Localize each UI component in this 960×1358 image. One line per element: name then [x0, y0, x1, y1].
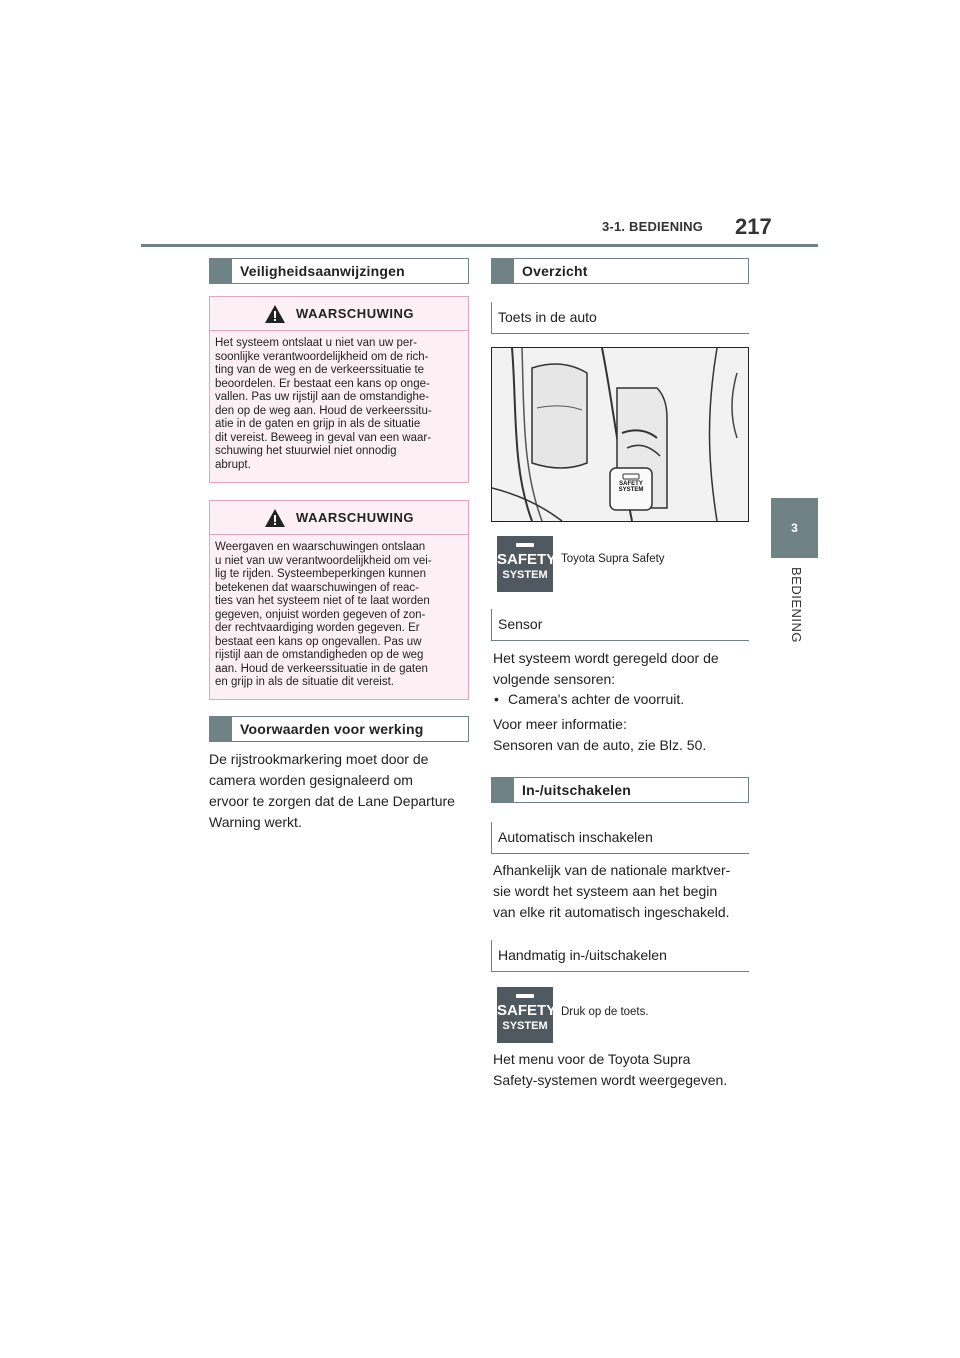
- menu-paragraph: Het menu voor de Toyota Supra Safety-systemen wordt weergegeven.: [493, 1051, 728, 1088]
- warning-title: WAARSCHUWING: [296, 510, 414, 525]
- safety-system-button-icon: [497, 536, 557, 592]
- section-header-safety: [209, 258, 469, 284]
- chapter-title: 3-1. BEDIENING: [602, 219, 704, 234]
- button-caption: Toyota Supra Safety: [561, 553, 665, 565]
- subheading-auto-on: Automatisch inschakelen: [491, 822, 749, 854]
- sensor-paragraph: Het systeem wordt geregeld door de volgende sensoren:: [493, 650, 719, 687]
- bullet-marker: •: [494, 691, 499, 707]
- chapter-tab-label: BEDIENING: [789, 567, 804, 644]
- header-rule: [141, 244, 818, 247]
- chapter-tab: 3: [771, 498, 818, 558]
- button-label-line1: SAFETY: [497, 551, 557, 568]
- indicator-led-icon: [516, 994, 534, 998]
- section-header-switch: [491, 777, 749, 803]
- info-paragraph: Voor meer informatie: Sensoren van de auto, zie Blz. 50.: [493, 716, 707, 753]
- auto-paragraph: Afhankelijk van de nationale marktver- sie wordt het systeem aan het begin van elke rit automatisch ingeschakeld.: [493, 862, 731, 920]
- warning-box-1: [209, 296, 469, 483]
- warning-icon: [264, 304, 286, 324]
- section-title: Voorwaarden voor werking: [240, 721, 424, 737]
- subheading-sensor: Sensor: [491, 609, 749, 641]
- button-label-line2: SYSTEM: [502, 569, 548, 581]
- sensor-bullet-item: Camera's achter de voorruit.: [508, 691, 685, 707]
- button-label-line2: SYSTEM: [502, 1020, 548, 1032]
- warning-text: Weergaven en waarschuwingen ontslaan u niet van uw verantwoordelijkheid om vei- lig te rijden. Systeembeperkingen kunnen betekenen dat waarschuwingen of reac- ties van het systeem niet of te laat worden gegeven, onjuist worden gegeven of zon- der rechtvaardiging worden gegeven. Er bestaat een kans op ongevallen. Pas uw rijstijl aan de omstandigheden op de weg aan. Houd de verkeerssituatie in de gaten en grijp in als de situatie dit vereist.: [215, 541, 432, 688]
- section-header-overview: [491, 258, 749, 284]
- press-button-caption: Druk op de toets.: [561, 1006, 649, 1018]
- safety-system-button-icon: [497, 987, 557, 1043]
- warning-text: Het systeem ontslaat u niet van uw per- soonlijke verantwoordelijkheid om de rich- ting van de weg en de verkeerssituatie te beoordelen. Er bestaat een kans op onge- vallen. Pas uw rijstijl aan de omstandighe- den op de weg aan. Houd de verkeerssitu- atie in de gaten en grijp in als de situatie dit vereist. Beweeg in geval van een waar- schuwing het stuurwiel niet onnodig abrupt.: [215, 337, 432, 471]
- section-title: Veiligheidsaanwijzingen: [240, 263, 405, 279]
- subheading-manual: Handmatig in-/uitschakelen: [491, 940, 749, 972]
- section-title: In-/uitschakelen: [522, 782, 632, 798]
- console-photo: [491, 347, 749, 522]
- warning-box-2: [209, 500, 469, 700]
- photo-button-label: SAFETY SYSTEM: [618, 481, 644, 493]
- conditions-paragraph: De rijstrookmarkering moet door de camera worden gesignaleerd om ervoor te zorgen dat de Lane Departure Warning werkt.: [209, 751, 455, 830]
- subheading-button-in-car: Toets in de auto: [491, 302, 749, 334]
- page-number: 217: [735, 214, 772, 239]
- button-label-line1: SAFETY: [497, 1002, 557, 1019]
- section-header-conditions: [209, 716, 469, 742]
- warning-title: WAARSCHUWING: [296, 306, 414, 321]
- section-title: Overzicht: [522, 263, 588, 279]
- console-illustration: [492, 348, 748, 521]
- indicator-led-icon: [516, 543, 534, 547]
- warning-icon: [264, 508, 286, 528]
